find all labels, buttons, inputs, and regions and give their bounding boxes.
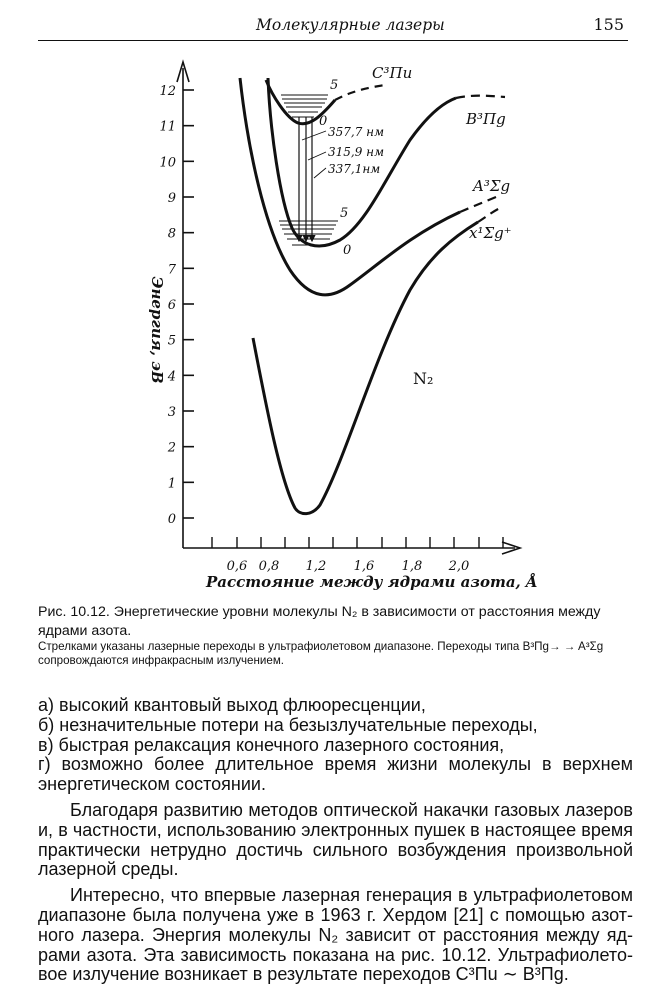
body-text — [38, 696, 633, 985]
curve-label-a3sg: A³Σg — [473, 177, 511, 195]
y-tick-label: 2 — [167, 440, 176, 456]
y-axis-label: Энергия, эВ — [148, 276, 166, 384]
transition-label-1: 357,7 нм — [328, 125, 385, 139]
curve-a3sg — [240, 78, 460, 295]
page-number: 155 — [593, 15, 624, 34]
y-tick-label: 11 — [159, 119, 176, 135]
x-tick-label: 2,0 — [448, 559, 470, 574]
paragraph-2: Интересно, что впервые лазерная генерация в ультрафиолетовом диапазоне была получена уже в 1963 г. Хердом [21] с помощью азотного лазера. Энергия молекулы N₂ зависит от расстояния между ядрами азота. Эта зависимость показана на рис. 10.12. Ультрафиолетовое излучение возникает в результате переходов C³Πu ∼ B³Πg. — [38, 885, 633, 985]
level-label-b-bottom: 0 — [343, 243, 352, 258]
y-tick-label: 3 — [167, 405, 176, 420]
y-tick-label: 5 — [167, 333, 176, 349]
x-tick-label: 0,8 — [258, 559, 280, 574]
molecule-label: N₂ — [413, 369, 434, 388]
level-label-b-top: 5 — [340, 206, 349, 221]
x-tick-label: 1,6 — [353, 559, 375, 574]
list-item-b: б) незначительные потери на безызлучательные переходы, — [38, 714, 538, 735]
transition-label-3: 337,1нм — [328, 162, 381, 176]
x-axis-label: Расстояние между ядрами азота, Å — [206, 573, 538, 591]
level-label-c-top: 5 — [330, 78, 339, 93]
level-label-c-bottom: 0 — [319, 114, 328, 129]
curve-x1sg-dashed — [478, 208, 500, 222]
y-tick-label: 9 — [167, 191, 176, 206]
y-tick-label: 6 — [167, 298, 176, 313]
b-state-levels — [279, 221, 338, 245]
paragraph-1: Благодаря развитию методов оптической накачки газовых лазеров и, в частности, использованию электронных пушек в настоящее время практически нетрудно достичь сильного возбуждения произвольной лазерной среды. — [38, 799, 633, 880]
x-tick-label: 0,6 — [226, 559, 248, 574]
y-tick-label: 10 — [159, 155, 176, 171]
y-tick-label: 7 — [167, 262, 176, 278]
figure-caption-note: Стрелками указаны лазерные переходы в ультрафиолетовом диапазоне. Переходы типа B³Πg→ → A³Σg сопровождаются инфракрасным излучением. — [38, 640, 604, 667]
x-tick-marks — [212, 537, 503, 574]
y-tick-label: 0 — [167, 512, 176, 527]
curve-label-x1sg: x¹Σg⁺ — [469, 224, 512, 242]
curve-label-c3pu: C³Πu — [372, 64, 413, 82]
running-title: Молекулярные лазеры — [256, 16, 445, 34]
y-tick-label: 12 — [159, 84, 176, 99]
y-tick-label: 8 — [167, 226, 176, 242]
y-tick-label: 1 — [167, 476, 176, 492]
list-item-a: а) высокий квантовый выход флюоресценции, — [38, 695, 426, 715]
x-tick-label: 1,8 — [401, 559, 423, 574]
curve-label-b3pg: B³Πg — [466, 110, 506, 128]
transition-label-2: 315,9 нм — [328, 145, 385, 159]
curve-a3sg-dashed — [460, 197, 496, 212]
figure-caption: Рис. 10.12. Энергетические уровни молекулы N₂ в зависимости от расстояния между ядрами азота. — [38, 604, 601, 639]
list-item-c: в) быстрая релаксация конечного лазерного состояния, — [38, 734, 505, 755]
curve-b3pg-dashed — [456, 96, 505, 98]
x-tick-label: 1,2 — [305, 559, 327, 574]
curve-c3pu-dashed — [335, 85, 385, 100]
transition-arrows — [299, 117, 312, 241]
y-tick-label: 4 — [167, 369, 176, 385]
list-item-d: г) возможно более длительное время жизни молекулы в верхнем энергетическом состоянии. — [38, 754, 633, 795]
